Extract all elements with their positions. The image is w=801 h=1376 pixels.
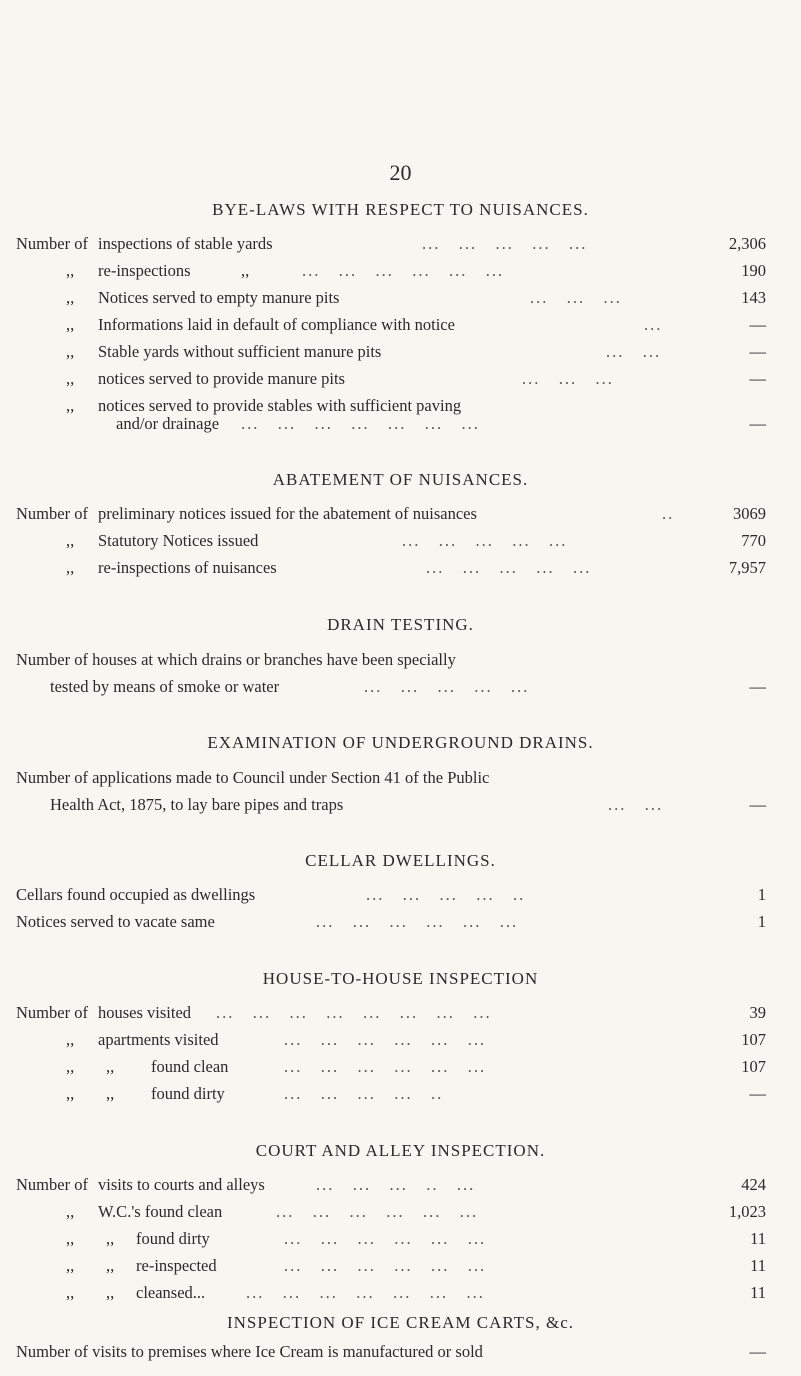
dot-leader: ... ... ... ... ... [426,558,592,577]
row-prefix: ,, [66,531,75,550]
row-prefix: Number of [16,234,88,253]
row-label: tested by means of smoke or water [50,677,280,696]
row-value: 39 [749,1003,766,1022]
heading-cellar: CELLAR DWELLINGS. [305,851,496,870]
dot-leader: ... ... ... [522,369,614,388]
row-value: — [749,369,766,388]
row-prefix: ,, [66,396,75,415]
row-prefix: ,, [66,1256,75,1275]
row-label: Stable yards without sufficient manure pits [98,342,382,361]
row-label: Number of visits to premises where Ice Cream is manufactured or sold [16,1342,483,1361]
row-value: 424 [741,1175,766,1194]
row-prefix: ,, [66,261,75,280]
ditto-mark: ,, [106,1057,115,1076]
row-value: — [749,414,766,433]
dot-leader: ... ... ... ... ... ... [302,261,505,280]
row-value: 143 [741,288,766,307]
row-value: 11 [750,1229,766,1248]
row-prefix: Number of [16,1175,88,1194]
row-prefix: ,, [66,1084,75,1103]
dot-leader: ... ... ... ... .. [366,885,526,904]
row-prefix: Number of [16,504,88,523]
row-label: notices served to provide manure pits [98,369,345,388]
ditto-mark: ,, [106,1256,115,1275]
ditto-mark: ,, [241,261,250,280]
row-prefix: ,, [66,369,75,388]
row-label: re-inspected [136,1256,217,1275]
row-prefix: ,, [66,342,75,361]
row-label: Number of applications made to Council under Section 41 of the Public [16,768,490,787]
dot-leader: ... ... ... .. ... [316,1175,476,1194]
row-value: — [749,315,766,334]
dot-leader: ... [644,315,663,334]
row-prefix: ,, [66,1057,75,1076]
row-label: found clean [151,1057,229,1076]
dot-leader: ... ... ... [530,288,622,307]
row-label: Statutory Notices issued [98,531,259,550]
row-label: Cellars found occupied as dwellings [16,885,256,904]
row-prefix: ,, [66,558,75,577]
dot-leader: ... ... [608,795,664,814]
heading-house: HOUSE-TO-HOUSE INSPECTION [262,969,539,988]
row-value: 2,306 [728,234,766,253]
row-value: 1,023 [728,1202,766,1221]
row-value: — [749,342,766,361]
row-prefix: ,, [66,1283,75,1302]
row-label: notices served to provide stables with sufficient paving [98,396,462,415]
heading-icecream: INSPECTION OF ICE CREAM CARTS, &c. [226,1313,575,1332]
dot-leader: .. [662,504,675,523]
row-prefix: ,, [66,1030,75,1049]
heading-byelaws: BYE-LAWS WITH RESPECT TO NUISANCES. [212,200,589,219]
row-value: 1 [757,912,766,931]
page-number: 20 [389,160,412,185]
dot-leader: ... ... [606,342,662,361]
row-label: found dirty [151,1084,225,1103]
row-label: apartments visited [98,1030,219,1049]
row-label: Health Act, 1875, to lay bare pipes and traps [50,795,344,814]
ditto-mark: ,, [106,1084,115,1103]
row-prefix: ,, [66,1202,75,1221]
row-label: found dirty [136,1229,210,1248]
row-label: Notices served to empty manure pits [98,288,340,307]
dot-leader: ... ... ... ... ... [364,677,530,696]
heading-court: COURT AND ALLEY INSPECTION. [255,1141,546,1160]
dot-leader: ... ... ... ... ... ... ... ... [216,1003,492,1022]
heading-drain: DRAIN TESTING. [327,615,474,634]
row-prefix: Number of [16,1003,88,1022]
dot-leader: ... ... ... ... ... ... [276,1202,479,1221]
row-label: Notices served to vacate same [16,912,215,931]
row-prefix: ,, [66,288,75,307]
row-label: re-inspections of nuisances [98,558,277,577]
row-label: Number of houses at which drains or branches have been specially [16,650,456,669]
dot-leader: ... ... ... ... .. [284,1084,444,1103]
row-label: re-inspections [98,261,191,280]
row-value: 1 [757,885,766,904]
heading-abatement: ABATEMENT OF NUISANCES. [272,470,529,489]
row-value: 770 [741,531,766,550]
row-label: and/or drainage [116,414,220,433]
dot-leader: ... ... ... ... ... ... [284,1057,487,1076]
row-value: — [749,677,766,696]
row-value: 11 [750,1283,766,1302]
row-value: — [749,1342,766,1361]
row-value: 3069 [733,504,766,523]
row-label: W.C.'s found clean [98,1202,223,1221]
row-value: — [749,1084,766,1103]
dot-leader: ... ... ... ... ... ... [284,1256,487,1275]
row-value: 11 [750,1256,766,1275]
ditto-mark: ,, [106,1283,115,1302]
row-value: — [749,795,766,814]
dot-leader: ... ... ... ... ... [402,531,568,550]
heading-underground: EXAMINATION OF UNDERGROUND DRAINS. [207,733,594,752]
ditto-mark: ,, [106,1229,115,1248]
row-value: 107 [741,1030,766,1049]
dot-leader: ... ... ... ... ... ... [284,1229,487,1248]
row-label: preliminary notices issued for the abatement of nuisances [98,504,477,523]
dot-leader: ... ... ... ... ... ... ... [246,1283,485,1302]
row-value: 7,957 [728,558,766,577]
row-label: Informations laid in default of compliance with notice [98,315,455,334]
dot-leader: ... ... ... ... ... ... [316,912,519,931]
row-prefix: ,, [66,1229,75,1248]
dot-leader: ... ... ... ... ... [422,234,588,253]
row-label: visits to courts and alleys [98,1175,265,1194]
row-value: 107 [741,1057,766,1076]
row-value: 190 [741,261,766,280]
row-label: inspections of stable yards [98,234,273,253]
row-label: houses visited [98,1003,192,1022]
dot-leader: ... ... ... ... ... ... [284,1030,487,1049]
row-prefix: ,, [66,315,75,334]
dot-leader: ... ... ... ... ... ... ... [241,414,480,433]
row-label: cleansed... [136,1283,206,1302]
